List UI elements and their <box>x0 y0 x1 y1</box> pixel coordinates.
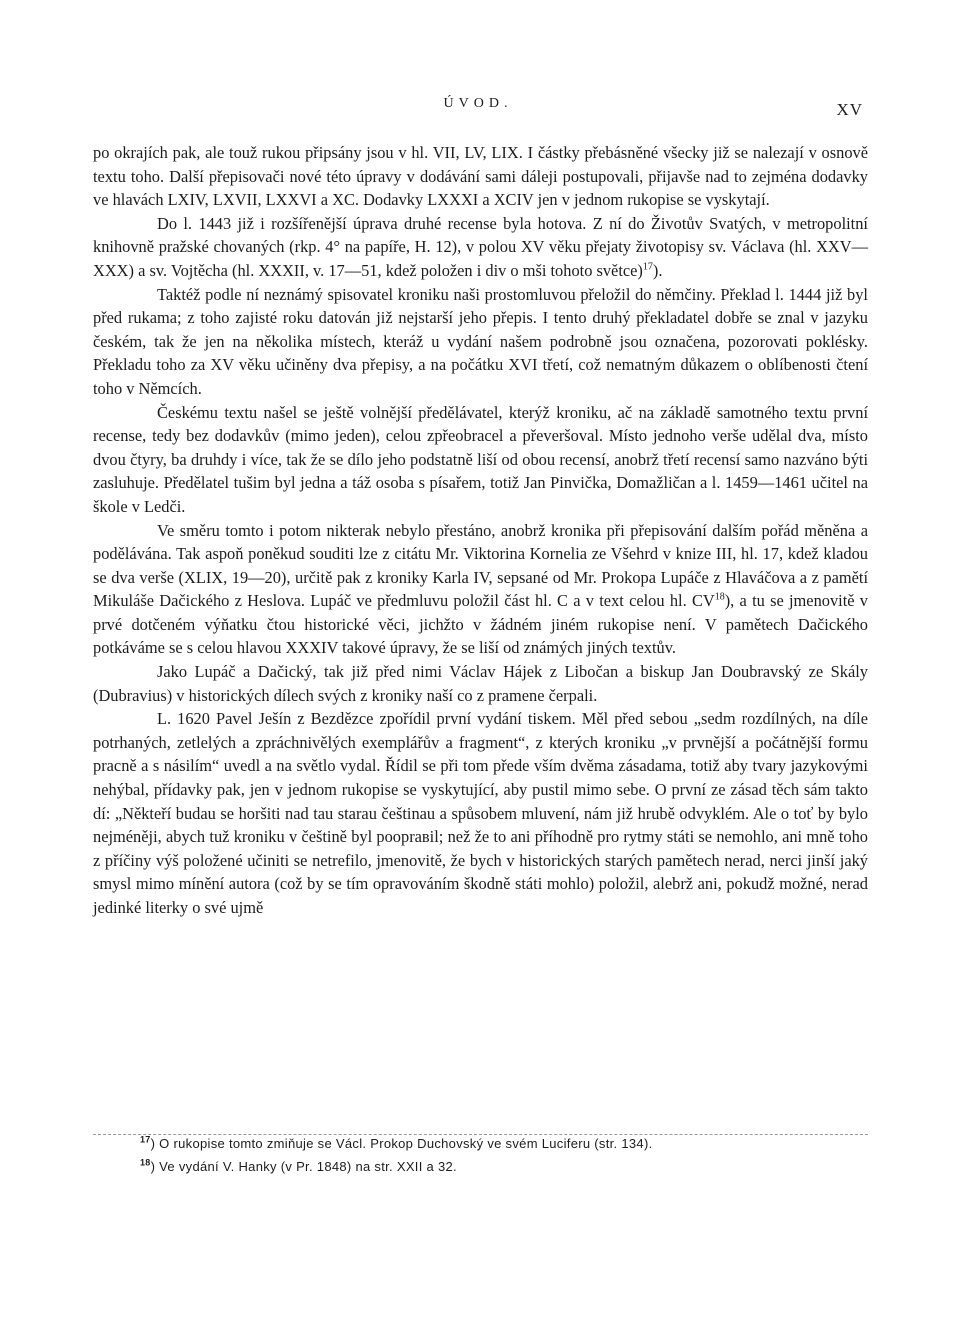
paragraph-3 <box>93 283 868 401</box>
paragraph-text: Taktéž podle ní neznámý spisovatel kroniku naši prostomluvou přeložil do němčiny. Překlad l. 1444 již byl před rukama; z toho zajisté roku datován již nejstarší jeho přepis. I tento druhý překladatel dobře se znal v jazyku českém, tak že jen na několika místech, kteráž u vydání našem podrobně jsou označena, pozorovati poklésky. Překladu toho za XV věku učiněny dva přepisy, a na počátku XVI třetí, což nematným důkazem o oblíbenosti čtení toho v Němcích. <box>93 284 868 398</box>
paragraph-7 <box>93 707 868 919</box>
body-text <box>93 141 868 920</box>
footnote-17 <box>140 1132 840 1155</box>
paragraph-5 <box>93 519 868 661</box>
footnote-mark: 18 <box>140 1157 151 1168</box>
footnote-reference-17[interactable]: 17 <box>642 261 653 273</box>
page-number: XV <box>836 100 863 119</box>
footnote-18 <box>140 1155 840 1178</box>
paragraph-text: po okrajích pak, ale touž rukou připsány jsou v hl. VII, LV, LIX. I částky přebásněné všecky již se nalezají v osnově textu toho. Další přepisovači nové této úpravy v dodávání sami dáleji postupovali, přijavše nad to zejména dodavky ve hlavách LXIV, LXVII, LXXVI a XC. Dodavky LXXXI a XCIV jen v jednom rukopise se vyskytají. <box>93 143 868 210</box>
paragraph-tail: ). <box>652 260 663 280</box>
footnotes <box>140 1132 840 1178</box>
footnote-mark: 17 <box>140 1134 151 1145</box>
paragraph-2 <box>93 212 868 283</box>
paragraph-6 <box>93 660 868 707</box>
chapter-title: ÚVOD. <box>443 96 513 111</box>
paragraph-text: Jako Lupáč a Dačický, tak již před nimi Václav Hájek z Libočan a biskup Jan Doubravský ze Skály (Dubravius) v historických dílech svých z kroniky naší co z pramene čerpali. <box>93 662 868 705</box>
paragraph-4 <box>93 401 868 519</box>
footnote-text: ) Ve vydání V. Hanky (v Pr. 1848) na str. XXII a 32. <box>150 1159 457 1174</box>
running-head <box>93 96 863 126</box>
paragraph-text: Ve směru tomto i potom nikterak nebylo přestáno, anobrž kronika při přepisování dalším pořád měněna a podělávána. Tak aspoň poněkud souditi lze z citátu Mr. Viktorina Kornelia ze Všehrd v knize III, hl. 17, kdež kladou se dva verše (XLIX, 19—20), určitě pak z kroniky Karla IV, sepsané od Mr. Prokopa Lupáče z Hlaváčova a z pamětí Mikuláše Dačického z Heslova. Lupáč ve předmluvu položil část hl. C a v text celou hl. CV <box>93 520 868 611</box>
paragraph-text: L. 1620 Pavel Ješín z Bezdězce zpořídil první vydání tiskem. Měl před sebou „sedm rozdílných, na díle potrhaných, zetlelých a zpráchnivělých exemplářův a fragment“, z kterých kroniku „v prvnější a počátnější formu pracně a s násilím“ uvedl a na světlo vydal. Řídil se při tom přede vším dvěma zásadama, totiž aby tvary jazykovými nehýbal, přídavky pak, jen v jednom rukopise se vyskytující, aby pustil mimo sebe. O první ze zásad těch sám takto dí: „Někteří budau se horšiti nad tau starau češtinau a spůsobem mluvení, nám již hrubě odvyklém. Ale o toť by bylo nejméněji, abych tuž kroniku v češtině byl pooprавil; než že to ani příhodně pro rytmy státi se nemohlo, ani mně toho z příčiny výš položené učiniti se netrefilo, jmenovitě, že bych v historických starých pamětech nerad, nerci jinší jaký smysl mimo mínění autora (což by se tím opravováním škodně státi mohlo) položil, alebrž ani, pokudž možné, nerad jedinké literky o své ujmě <box>93 709 868 917</box>
paragraph-text: Do l. 1443 již i rozšířenější úprava druhé recense byla hotova. Z ní do Životův Svatých, v metropolitní knihovně pražské chovaných (rkp. 4° na papíře, H. 12), v polou XV věku přejaty životopisy sv. Václava (hl. XXV—XXX) a sv. Vojtěcha (hl. XXXII, v. 17—51, kdež položen i div o mši tohoto světce) <box>93 213 868 280</box>
footnote-text: ) O rukopise tomto zmiňuje se Václ. Prokop Duchovský ve svém Luciferu (str. 134). <box>150 1136 653 1151</box>
footnote-reference-18[interactable]: 18 <box>714 591 725 603</box>
paragraph-text: Českému textu našel se ještě volnější předělávatel, kterýž kroniku, ač na základě samotného textu první recense, tedy bez dodavkův (mimo jeden), celou zpřeobracel a převeršoval. Místo jednoho verše udělal dva, místo dvou čtyry, ba druhdy i více, tak že se dílo jeho podstatně liší od obou recensí, anobrž třetí recensí samo nazváno býti zasluhuje. Předělatel tušim byl jedna a táž osoba s písařem, totiž Jan Pinvička, Domažličan a l. 1459—1461 učitel na škole v Ledči. <box>93 402 868 516</box>
paragraph-tail: ), a tu se jmenovitě v prvé dotčeném výňatku čtou historické věci, jichžto v žádném jiném rukopise není. V pamětech Dačického potkáváme se s celou hlavou XXXIV takové úpravy, že se liší od známých jiných textův. <box>93 591 868 658</box>
paragraph-1 <box>93 141 868 212</box>
